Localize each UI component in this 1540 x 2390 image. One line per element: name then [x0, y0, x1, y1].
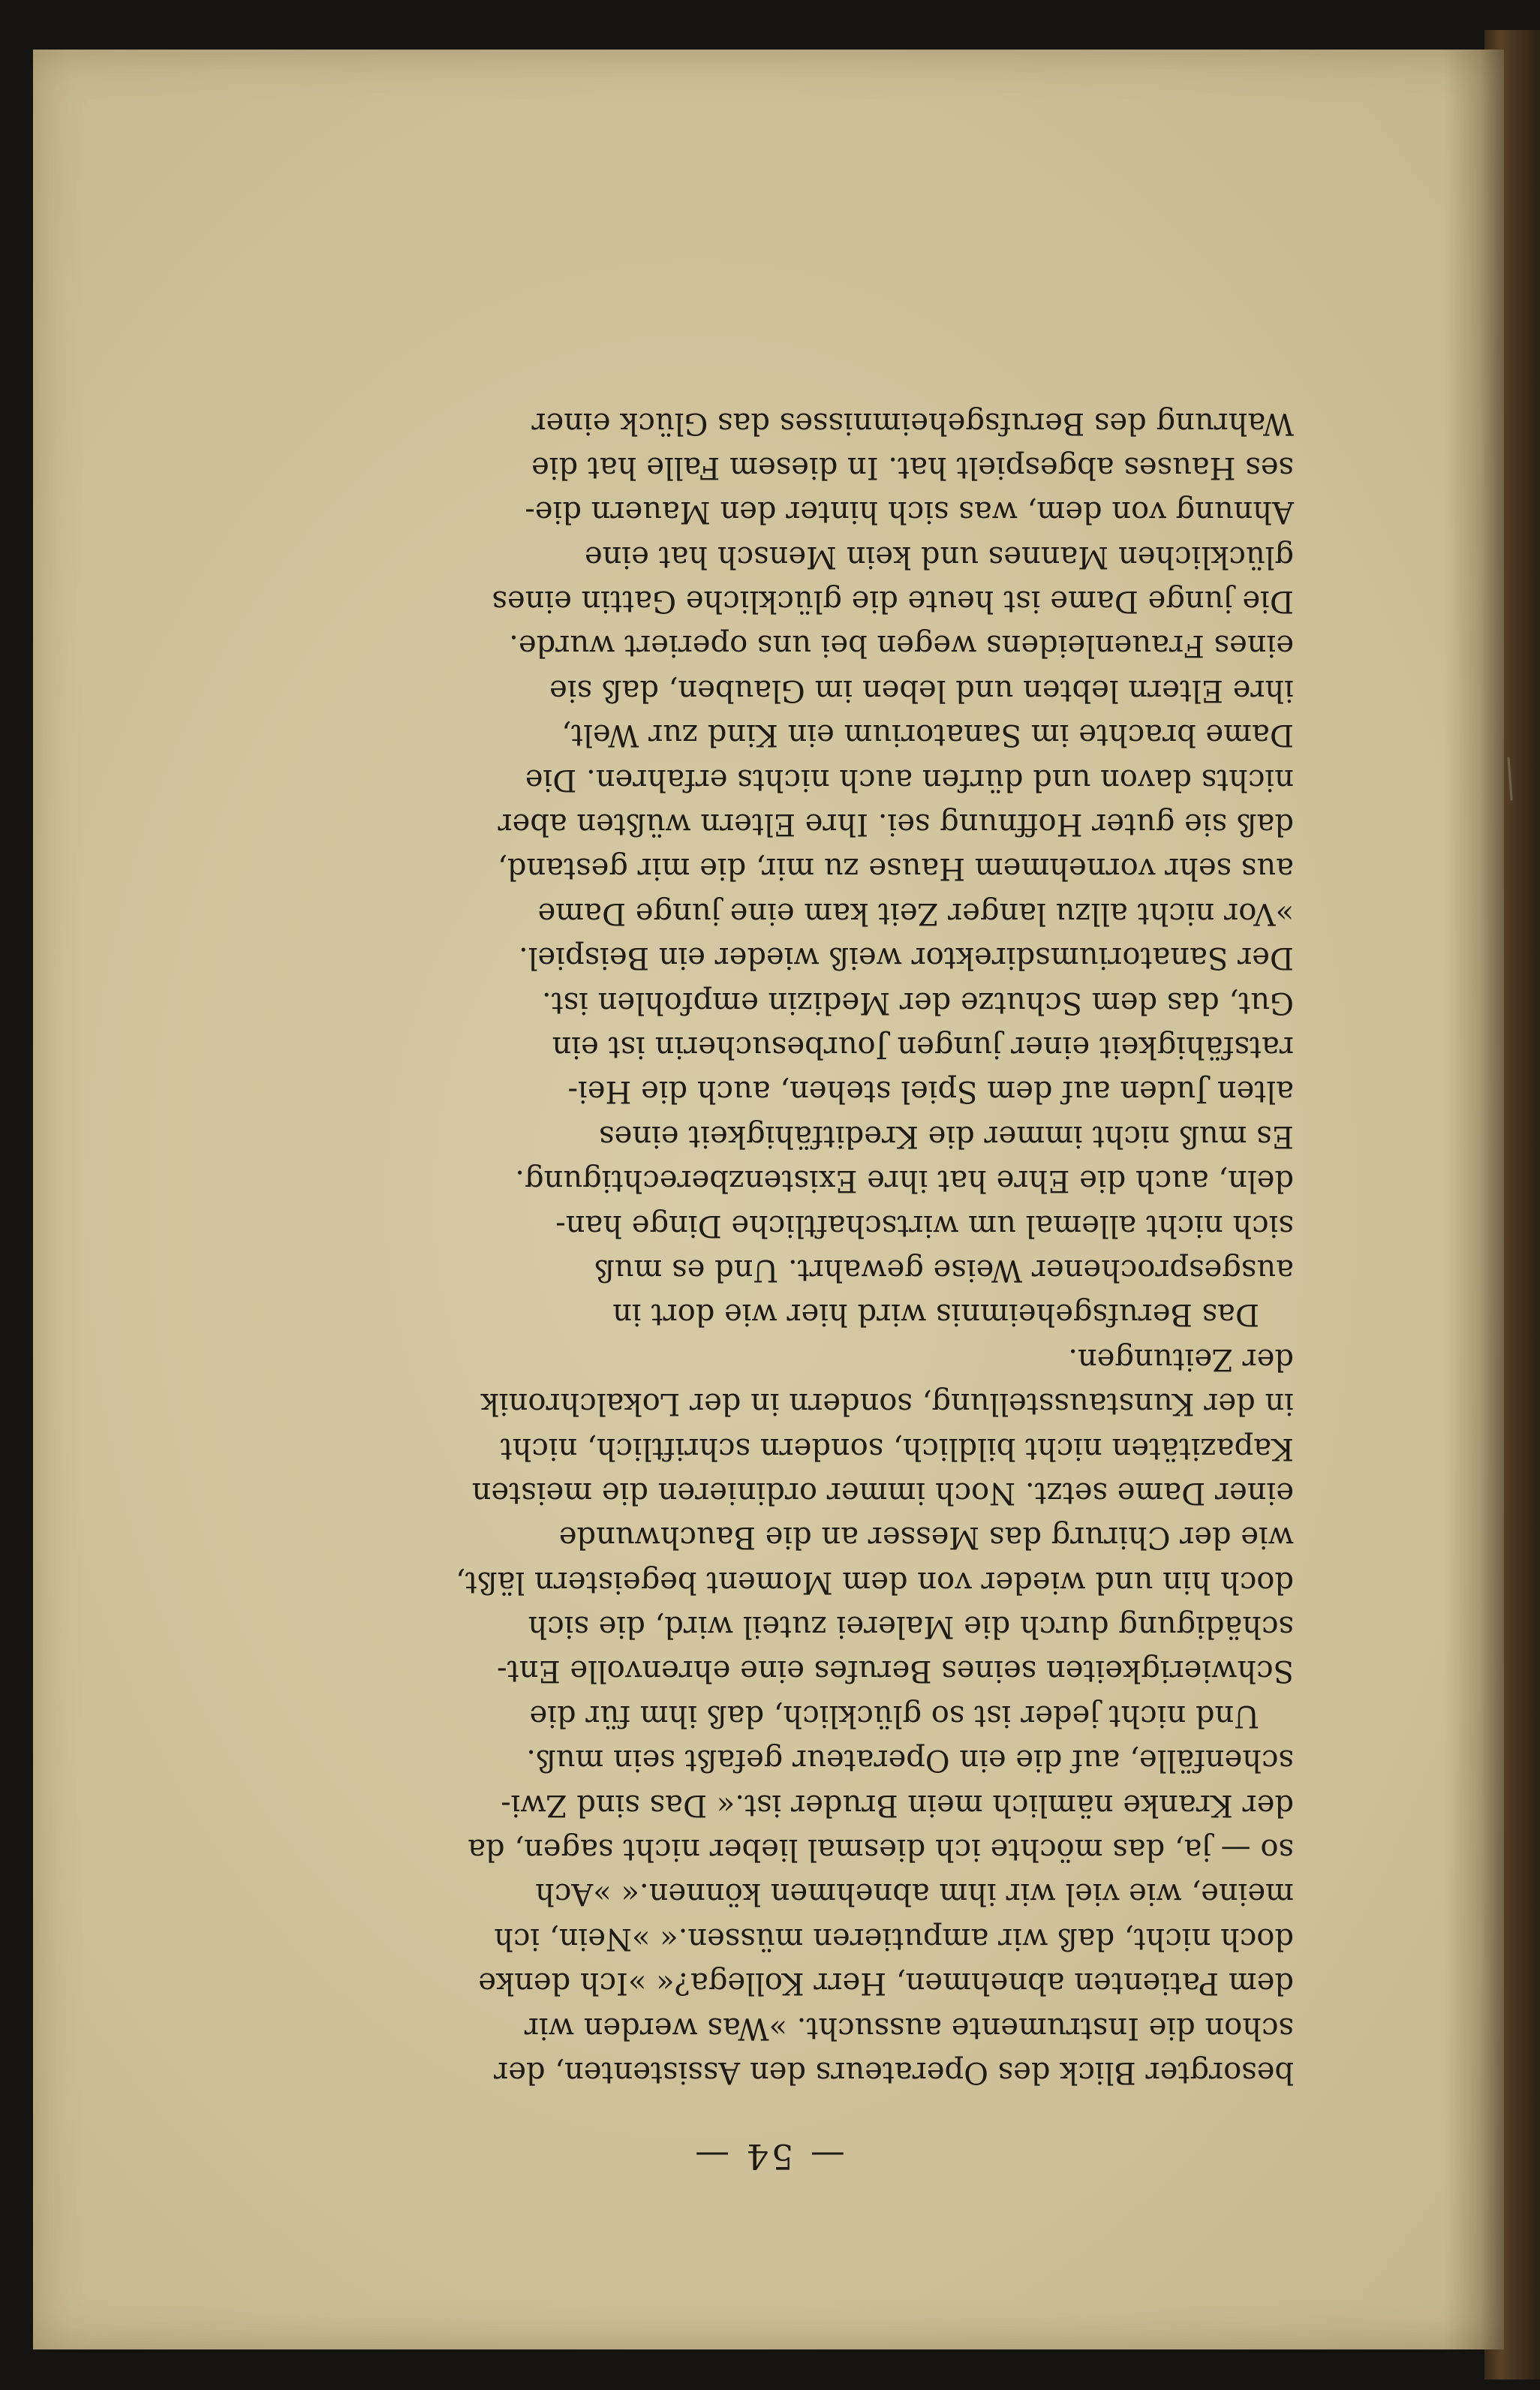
- text-line: Und nicht jeder ist so glücklich, daß ihm für die: [529, 1698, 1259, 1733]
- text-line: sich nicht allemal um wirtschaftliche Dinge han-: [555, 1208, 1294, 1243]
- text-line: ratsfähigkeit einer jungen Jourbesucherin ist ein: [552, 1030, 1294, 1065]
- text-line: aus sehr vornehmem Hause zu mir, die mir gestand,: [498, 851, 1294, 886]
- upside-down-print-area: [33, 50, 1504, 2349]
- text-line: Dame brachte im Sanatorium ein Kind zur Welt,: [561, 718, 1294, 753]
- text-line: besorgter Blick des Operateurs den Assistenten, der: [494, 2055, 1294, 2090]
- text-line: Ahnung von dem, was sich hinter den Mauern die-: [525, 495, 1294, 530]
- text-line: Es muß nicht immer die Kreditfähigkeit eines: [599, 1118, 1294, 1154]
- text-line: dem Patienten abnehmen, Herr Kollega?« »Ich denke: [478, 1966, 1294, 2001]
- text-line: schenfälle, auf die ein Operateur gefaßt sein muß.: [526, 1743, 1294, 1778]
- text-line: einer Dame setzt. Noch immer ordinieren die meisten: [471, 1475, 1294, 1510]
- text-line: wie der Chirurg das Messer an die Bauchwunde: [558, 1520, 1294, 1555]
- text-line: der Zeitungen.: [1068, 1341, 1294, 1377]
- page-number: — 54 —: [692, 2136, 845, 2177]
- text-line: in der Kunstausstellung, sondern in der Lokalchronik: [480, 1386, 1294, 1422]
- text-line: »Vor nicht allzu langer Zeit kam eine junge Dame: [537, 895, 1294, 931]
- text-line: Der Sanatoriumsdirektor weiß wieder ein Beispiel.: [518, 941, 1294, 976]
- text-line: eines Frauenleidens wegen bei uns operiert wurde.: [509, 628, 1294, 664]
- text-line: doch hin und wieder von dem Moment begeistern läßt,: [456, 1564, 1294, 1600]
- text-line: Kapazitäten nicht bildlich, sondern schriftlich, nicht: [500, 1431, 1294, 1466]
- text-line: schon die Instrumente aussucht. »Was werden wir: [524, 2010, 1294, 2045]
- text-line: so — ja, das möchte ich diesmal lieber nicht sagen, da: [468, 1832, 1294, 1868]
- text-line: alten Juden auf dem Spiel stehen, auch die Hei-: [567, 1074, 1294, 1109]
- text-line: Gut, das dem Schutze der Medizin empfohlen ist.: [541, 985, 1294, 1020]
- book-page: [33, 50, 1504, 2349]
- text-line: glücklichen Mannes und kein Mensch hat eine: [584, 539, 1294, 574]
- text-line: deln, auch die Ehre hat ihre Existenzberechtigung.: [515, 1163, 1294, 1199]
- text-line: schädigung durch die Malerei zuteil wird, die sich: [528, 1609, 1294, 1645]
- text-line: Das Berufsgeheimnis wird hier wie dort in: [612, 1297, 1259, 1332]
- text-line: meine, wie viel wir ihm abnehmen können.« »Ach: [535, 1877, 1294, 1912]
- body-text: [228, 400, 1294, 2094]
- text-line: daß sie guter Hoffnung sei. Ihre Eltern wüßten aber: [498, 807, 1294, 842]
- text-line: ihre Eltern lebten und leben im Glauben, daß sie: [549, 673, 1294, 708]
- text-line: ses Hauses abgespielt hat. In diesem Falle hat die: [531, 450, 1294, 485]
- text-line: Schwierigkeiten seines Berufes eine ehrenvolle Ent-: [497, 1654, 1294, 1689]
- text-line: doch nicht, daß wir amputieren müssen.« »Nein, ich: [494, 1921, 1294, 1956]
- text-line: Die junge Dame ist heute die glückliche Gattin eines: [492, 584, 1294, 619]
- text-line: Wahrung des Berufsgeheimnisses das Glück einer: [531, 405, 1294, 441]
- text-line: ausgesprochener Weise gewahrt. Und es muß: [594, 1252, 1294, 1287]
- text-line: nichts davon und dürfen auch nichts erfahren. Die: [525, 762, 1294, 797]
- text-line: der Kranke nämlich mein Bruder ist.« Das sind Zwi-: [501, 1787, 1294, 1823]
